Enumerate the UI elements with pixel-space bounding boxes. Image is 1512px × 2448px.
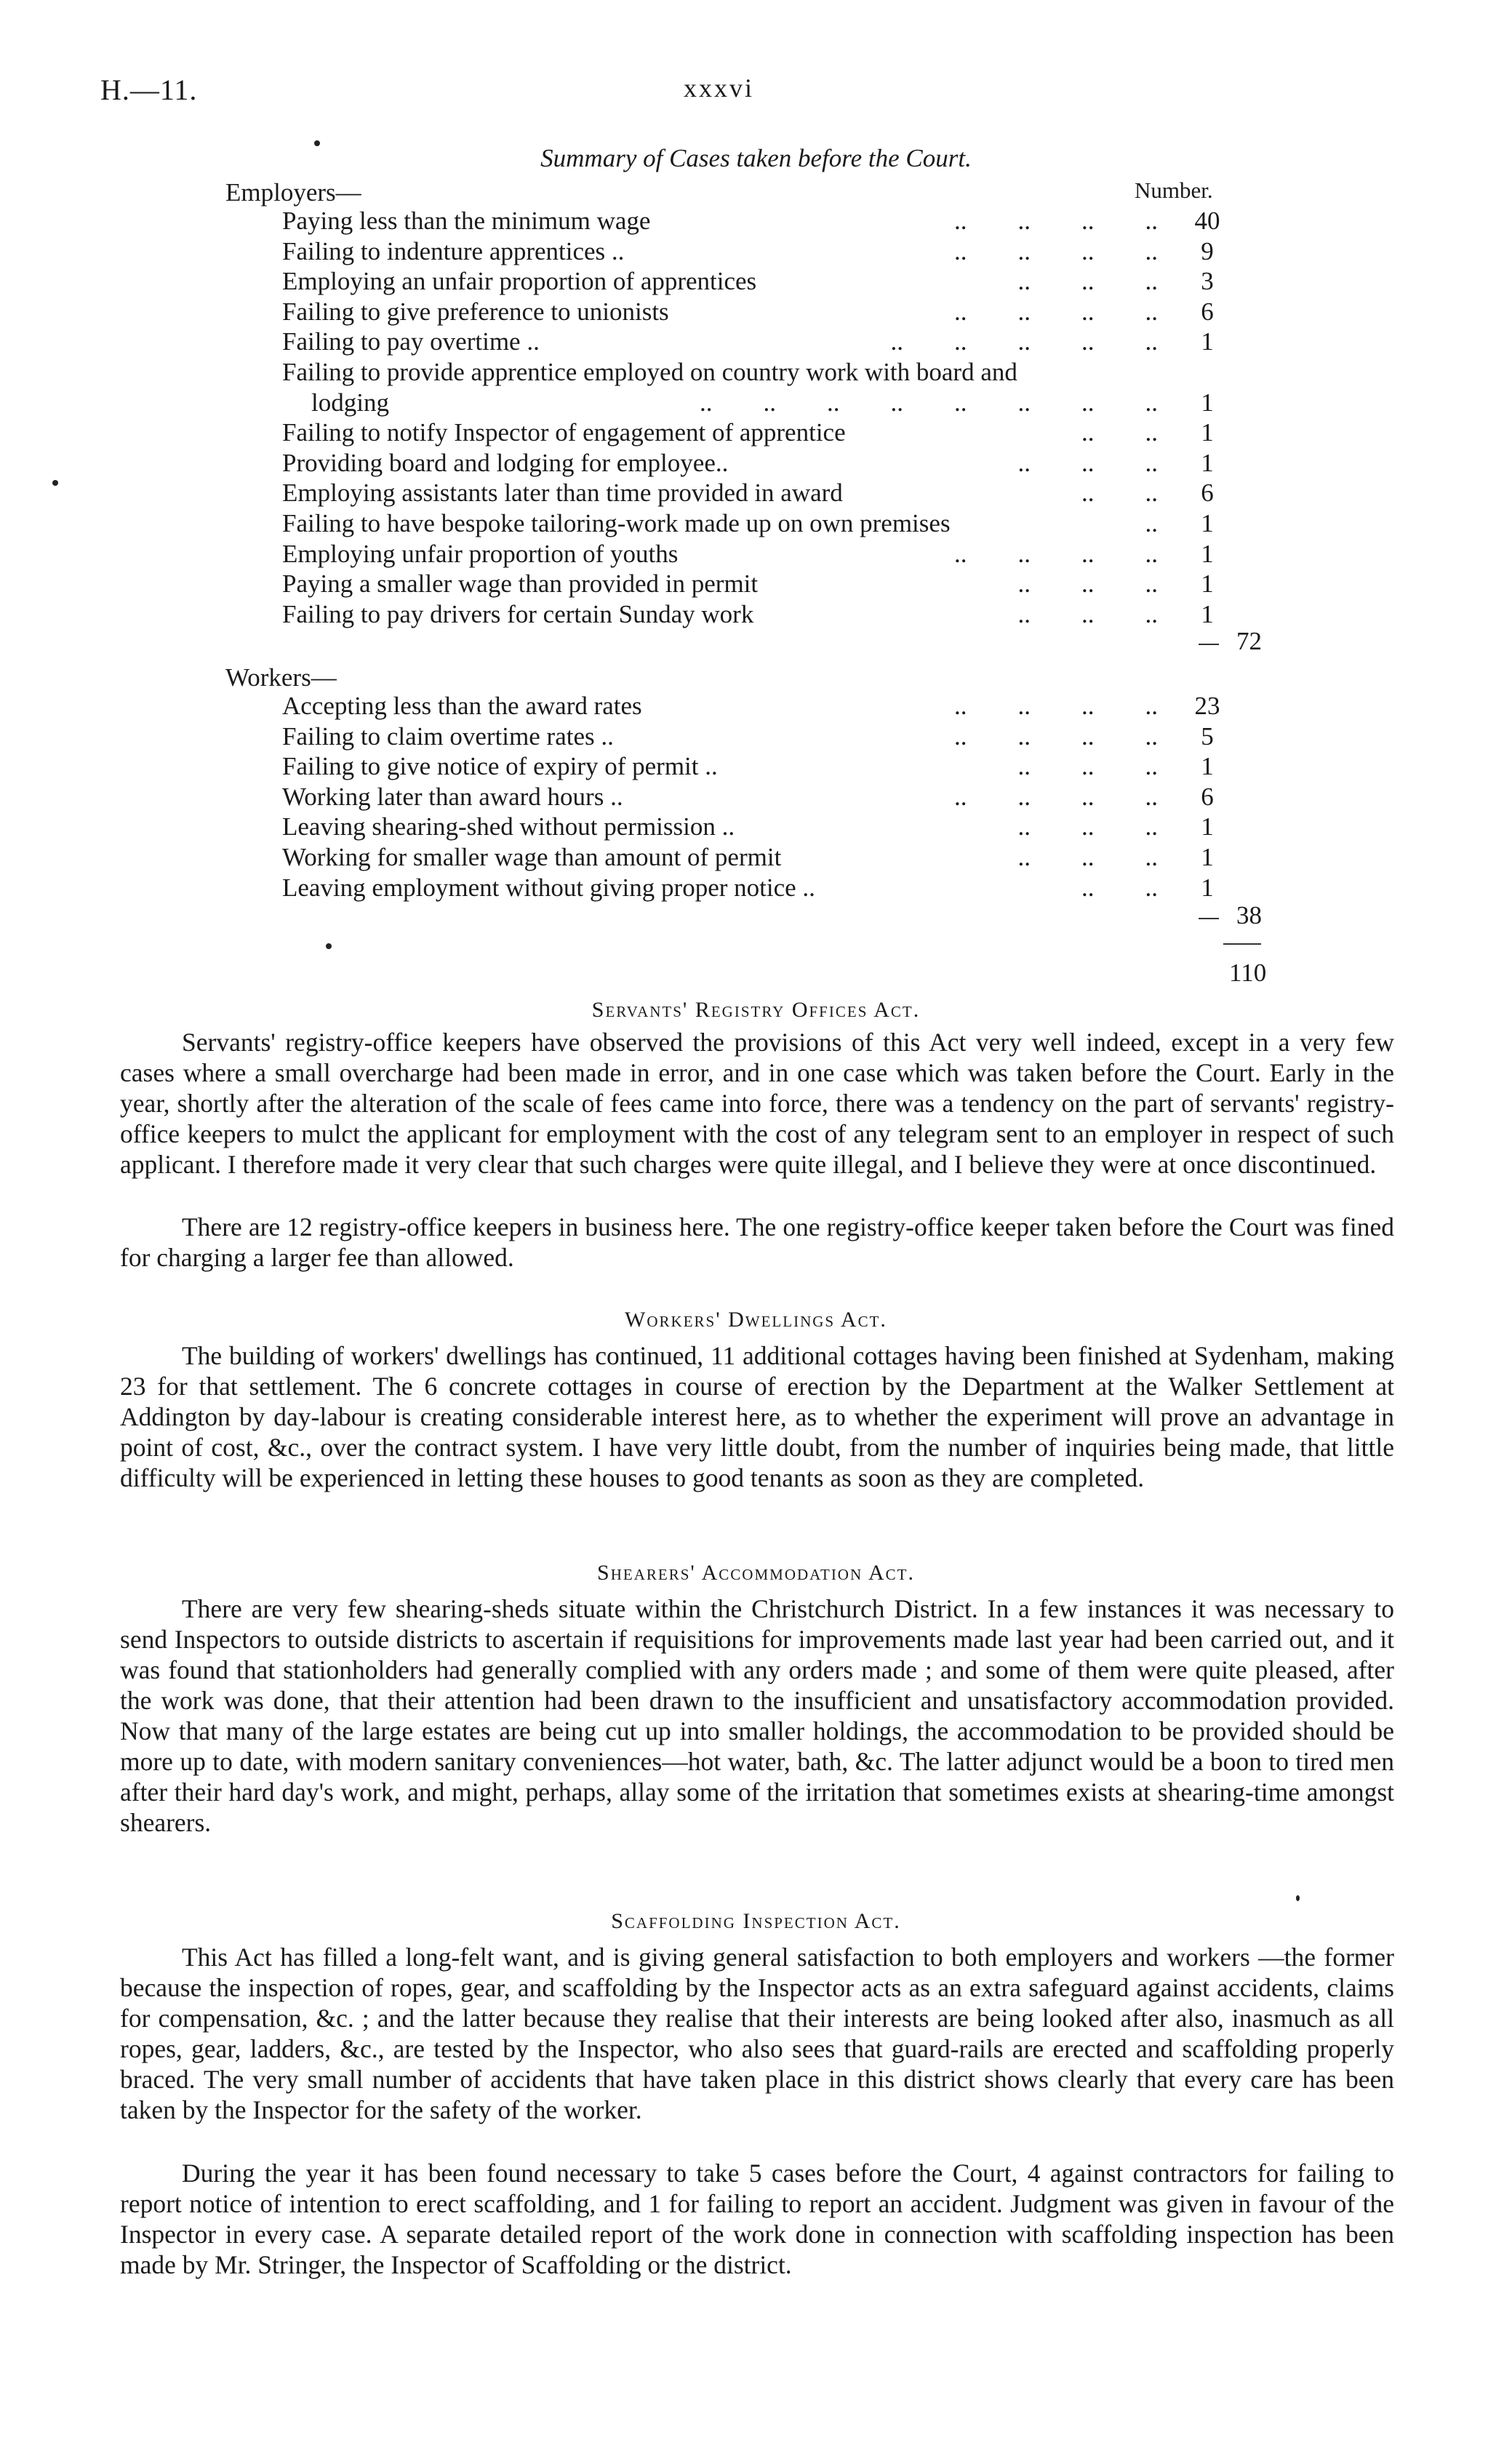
- summary-item-text: Failing to give preference to unionists: [282, 297, 669, 326]
- leader-dots: .. .. .. ..: [954, 539, 1158, 568]
- employers-subtotal: 72: [1236, 627, 1262, 655]
- print-speck: [314, 140, 320, 146]
- summary-item-text: lodging: [311, 388, 389, 417]
- leader-dots: ..: [1145, 509, 1158, 537]
- leader-dots: .. .. .. ..: [954, 692, 1158, 720]
- report-code: H.—11.: [100, 73, 198, 106]
- section-title-servants-registry: Servants' Registry Offices Act.: [591, 998, 921, 1022]
- leader-dots: .. .. .. .. .. .. .. ..: [700, 388, 1158, 417]
- leader-dots: .. .. ..: [1017, 569, 1158, 599]
- leader-dots: .. .. .. ..: [954, 297, 1158, 326]
- summary-item-text: Employing unfair proportion of youths: [282, 539, 679, 568]
- leader-dots: .. .. .. ..: [954, 207, 1158, 235]
- paragraph: During the year it has been found necessary to take 5 cases before the Court, 4 against contractors for failing to report notice of intention to erect scaffolding, and 1 for failing to report an accident. Judgment was given in favour of the Inspector in every case. A separate detailed report of the work done in connection with scaffolding inspection has been made by Mr. Stringer, the Inspector of Scaffolding or the district.: [120, 2159, 1394, 2279]
- summary-item-text: Failing to pay overtime ..: [282, 327, 540, 356]
- page-number: xxxvi: [684, 73, 755, 103]
- employers-label: Employers—: [225, 178, 361, 207]
- summary-item-text: Accepting less than the award rates: [282, 692, 642, 720]
- number-column-heading: Number.: [1135, 177, 1213, 203]
- leader-dots: .. .. ..: [1017, 843, 1158, 871]
- summary-item-text: Leaving shearing-shed without permission ..: [282, 812, 735, 841]
- employers-subtotal-rule: [1199, 644, 1219, 645]
- leader-dots: .. ..: [1081, 418, 1158, 447]
- summary-item-text: Failing to notify Inspector of engagement of apprentice: [282, 418, 846, 447]
- summary-item-text: Paying a smaller wage than provided in permit: [282, 569, 759, 599]
- total-rule: [1223, 943, 1261, 945]
- leader-dots: .. .. ..: [1017, 267, 1158, 296]
- section-title-workers-dwellings: Workers' Dwellings Act.: [625, 1308, 887, 1332]
- summary-item-count: 6: [1201, 297, 1214, 326]
- summary-item-count: 1: [1201, 388, 1214, 417]
- summary-item-count: 1: [1201, 752, 1214, 781]
- summary-item-text: Failing to provide apprentice employed on country work with board and: [282, 358, 1017, 386]
- summary-item-count: 3: [1201, 267, 1214, 296]
- summary-item-text: Paying less than the minimum wage: [282, 207, 651, 235]
- leader-dots: .. .. ..: [1017, 812, 1158, 841]
- leader-dots: .. .. .. .. ..: [890, 327, 1158, 356]
- leader-dots: .. .. ..: [1017, 599, 1158, 628]
- summary-item-count: 9: [1201, 236, 1214, 265]
- paragraph: Servants' registry-office keepers have observed the provisions of this Act very well indeed, except in a very few cases where a small overcharge had been made in error, and in one case which was taken before the Court. Early in the year, shortly after the alteration of the scale of fees came into force, there was a tendency on the part of servants' registry-office keepers to mulct the applicant for employment with the cost of any telegram sent to an employer in respect of such applicant. I therefore made it very clear that such charges were quite illegal, and I believe they were at once discontinued.: [120, 1028, 1394, 1179]
- summary-item-count: 6: [1201, 782, 1214, 811]
- summary-item-count: 1: [1201, 418, 1214, 447]
- summary-item-text: Failing to indenture apprentices ..: [282, 236, 625, 265]
- leader-dots: .. .. .. ..: [954, 782, 1158, 811]
- summary-item-text: Employing assistants later than time provided in award: [282, 479, 843, 508]
- leader-dots: .. ..: [1081, 479, 1158, 508]
- summary-item-text: Failing to pay drivers for certain Sunday work: [282, 599, 754, 628]
- summary-item-count: 1: [1201, 539, 1214, 568]
- summary-item-text: Providing board and lodging for employee..: [282, 448, 729, 477]
- leader-dots: .. .. .. ..: [954, 236, 1158, 265]
- print-speck: [1296, 1895, 1300, 1901]
- paragraph: This Act has filled a long-felt want, and is giving general satisfaction to both employers and workers —the former because the inspection of ropes, gear, and scaffolding by the Inspector acts as an extra safeguard against accidents, claims for compensation, &c. ; and the latter because they realise that their interests are being looked after also, inasmuch as all ropes, gear, ladders, &c., are tested by the Inspector, who also sees that guard-rails are erected and scaffolding properly braced. The very small number of accidents that have taken place in this district shows clearly that every care has been taken by the Inspector for the safety of the worker.: [120, 1943, 1394, 2124]
- summary-item-text: Failing to have bespoke tailoring-work made up on own premises: [282, 509, 951, 537]
- summary-item-count: 40: [1194, 207, 1220, 235]
- summary-item-text: Failing to claim overtime rates ..: [282, 721, 614, 751]
- workers-subtotal-rule: [1199, 918, 1219, 919]
- summary-item-count: 1: [1201, 569, 1214, 599]
- summary-item-count: 1: [1201, 873, 1214, 902]
- summary-item-count: 6: [1201, 479, 1214, 508]
- summary-item-count: 23: [1194, 692, 1220, 720]
- leader-dots: .. .. ..: [1017, 448, 1158, 477]
- section-title-shearers-accommodation: Shearers' Accommodation Act.: [597, 1561, 915, 1585]
- summary-item-count: 1: [1201, 812, 1214, 841]
- print-speck: [52, 480, 58, 486]
- workers-label: Workers—: [225, 663, 337, 692]
- summary-item-count: 1: [1201, 843, 1214, 871]
- summary-item-text: Leaving employment without giving proper notice ..: [282, 873, 815, 902]
- summary-title: Summary of Cases taken before the Court.: [540, 144, 972, 172]
- paragraph: There are very few shearing-sheds situate within the Christchurch District. In a few instances it was necessary to send Inspectors to outside districts to ascertain if requisitions for improvements made last year had been carried out, and it was found that stationholders had generally complied with any orders made ; and some of them were quite pleased, after the work was done, that their attention had been drawn to the insufficient and unsatisfactory accommodation provided. Now that many of the large estates are being cut up into smaller holdings, the accommodation to be provided should be more up to date, with modern sanitary conveniences—hot water, bath, &c. The latter adjunct would be a boon to tired men after their hard day's work, and might, perhaps, allay some of the irritation that sometimes exists at shearing-time amongst shearers.: [120, 1594, 1394, 1837]
- summary-item-count: 1: [1201, 327, 1214, 356]
- summary-item-text: Working for smaller wage than amount of permit: [282, 843, 782, 871]
- summary-item-text: Working later than award hours ..: [282, 782, 623, 811]
- paragraph: The building of workers' dwellings has continued, 11 additional cottages having been finished at Sydenham, making 23 for that settlement. The 6 concrete cottages in course of erection by the Department at the Walker Settlement at Addington by day-labour is creating considerable interest here, as to whether the experiment will prove an advantage in point of cost, &c., over the contract system. I have very little doubt, from the number of inquiries being made, that little difficulty will be experienced in letting these houses to good tenants as soon as they are completed.: [120, 1341, 1394, 1492]
- summary-item-count: 5: [1201, 721, 1214, 751]
- summary-item-text: Employing an unfair proportion of apprentices: [282, 267, 757, 296]
- section-title-scaffolding-inspection: Scaffolding Inspection Act.: [611, 1909, 901, 1933]
- summary-item-text: Failing to give notice of expiry of permit ..: [282, 752, 718, 781]
- summary-item-count: 1: [1201, 448, 1214, 477]
- leader-dots: .. ..: [1081, 873, 1158, 902]
- leader-dots: .. .. .. ..: [954, 721, 1158, 751]
- workers-subtotal: 38: [1236, 901, 1262, 929]
- paragraph: There are 12 registry-office keepers in business here. The one registry-office keeper taken before the Court was fined for charging a larger fee than allowed.: [120, 1212, 1394, 1272]
- grand-total: 110: [1229, 959, 1267, 987]
- summary-item-count: 1: [1201, 599, 1214, 628]
- print-speck: [326, 943, 332, 949]
- summary-item-count: 1: [1201, 509, 1214, 537]
- leader-dots: .. .. ..: [1017, 752, 1158, 781]
